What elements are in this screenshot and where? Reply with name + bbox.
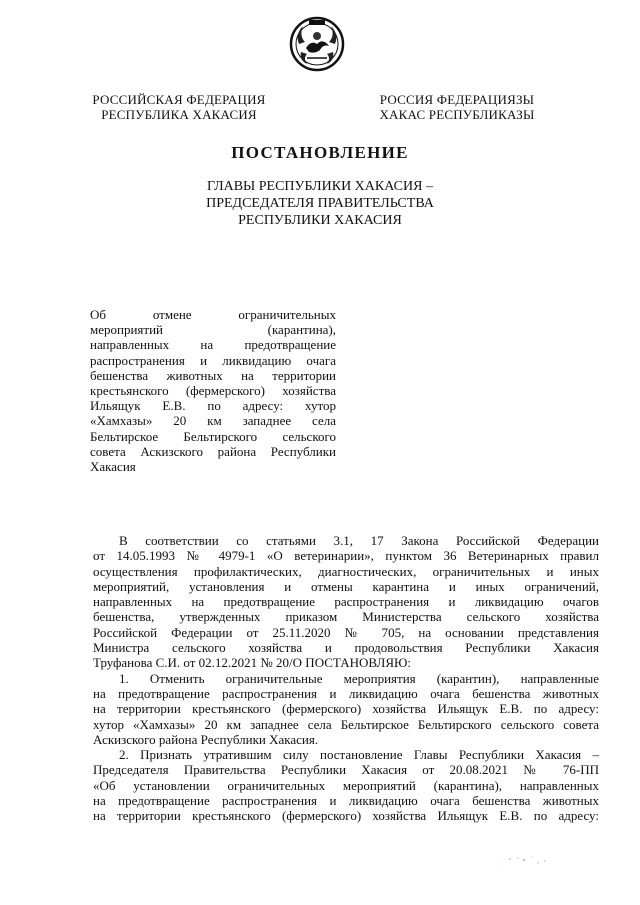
subject-line: Бельтирское Бельтирского сельского: [90, 428, 336, 444]
body-line: мероприятий, установления и отмены карантина и иных ограничений,: [93, 578, 599, 594]
document-subject: [90, 307, 336, 474]
subject-line: совета Аскизского района Республики: [90, 443, 336, 459]
coat-of-arms-icon: [287, 14, 347, 74]
body-line: направленных на предотвращение распространения и ликвидацию очагов: [93, 594, 599, 610]
subtitle-line: ГЛАВЫ РЕСПУБЛИКИ ХАКАСИЯ –: [207, 179, 433, 194]
body-line: Министра сельского хозяйства и продовольствия Республики Хакасия: [93, 640, 599, 656]
body-line: Труфанова С.И. от 02.12.2021 № 20/О ПОСТАНОВЛЯЮ:: [93, 655, 412, 671]
header-right-line-1: РОССИЯ ФЕДЕРАЦИЯЗЫ: [379, 92, 535, 107]
subject-line: Ильящук Е.В. по адресу: хутор: [90, 398, 336, 414]
body-line: от 14.05.1993 № 4979-1 «О ветеринарии», пунктом 36 Ветеринарных правил: [93, 548, 599, 564]
subject-line: мероприятий (карантина),: [90, 322, 336, 338]
body-line: 2. Признать утратившим силу постановление Главы Республики Хакасия –: [119, 747, 599, 763]
header-right-line-2: ХАКАС РЕСПУБЛИКАЗЫ: [379, 107, 535, 122]
body-line: на территории крестьянского (фермерского) хозяйства Ильящук Е.В. по адресу:: [93, 701, 599, 717]
body-line: 1. Отменить ограничительные мероприятия (карантин), направленные: [119, 670, 599, 686]
header-left-line-2: РЕСПУБЛИКА ХАКАСИЯ: [101, 107, 257, 122]
subtitle-line: ПРЕДСЕДАТЕЛЯ ПРАВИТЕЛЬСТВА: [206, 196, 434, 211]
subtitle-line: РЕСПУБЛИКИ ХАКАСИЯ: [238, 213, 402, 228]
document-body: [93, 533, 599, 824]
subject-line: Об отмене ограничительных: [90, 307, 336, 322]
body-line: Российской Федерации от 25.11.2020 № 705, на основании представления: [93, 624, 599, 640]
document-title: ПОСТАНОВЛЕНИЕ: [231, 143, 409, 162]
document-subtitle: [120, 178, 520, 229]
header-left-russian: [84, 92, 274, 122]
body-line: на предотвращение распространения и ликвидацию очага бешенства животных: [93, 793, 599, 809]
body-line: осуществления профилактических, диагностических, ограничительных и иных: [93, 563, 599, 579]
body-line: на территории крестьянского (фермерского) хозяйства Ильящук Е.В. по адресу:: [93, 808, 599, 824]
scan-smudge: [490, 855, 560, 869]
subject-line: «Хамхазы» 20 км западнее села: [90, 413, 336, 429]
subject-line: Хакасия: [90, 458, 136, 474]
body-line: Аскизского района Республики Хакасия.: [93, 731, 319, 747]
subject-line: бешенства животных на территории: [90, 367, 336, 383]
body-line: хутор «Хамхазы» 20 км западнее села Бельтирское Бельтирского сельского совета: [93, 716, 599, 732]
subject-line: распространения и ликвидацию очага: [90, 352, 336, 368]
body-line: В соответствии со статьями 3.1, 17 Закона Российской Федерации: [119, 533, 599, 548]
header-right-khakas: [362, 92, 552, 122]
body-line: бешенства, утвержденных приказом Министерства сельского хозяйства: [93, 609, 599, 625]
body-line: на предотвращение распространения и ликвидацию очага бешенства животных: [93, 685, 599, 701]
body-line: «Об установлении ограничительных мероприятий (карантина), направленных: [93, 777, 599, 793]
subject-line: направленных на предотвращение: [90, 337, 336, 353]
header-left-line-1: РОССИЙСКАЯ ФЕДЕРАЦИЯ: [92, 92, 266, 107]
subject-line: крестьянского (фермерского) хозяйства: [90, 382, 336, 398]
body-line: Председателя Правительства Республики Хакасия от 20.08.2021 № 76-ПП: [93, 762, 599, 778]
